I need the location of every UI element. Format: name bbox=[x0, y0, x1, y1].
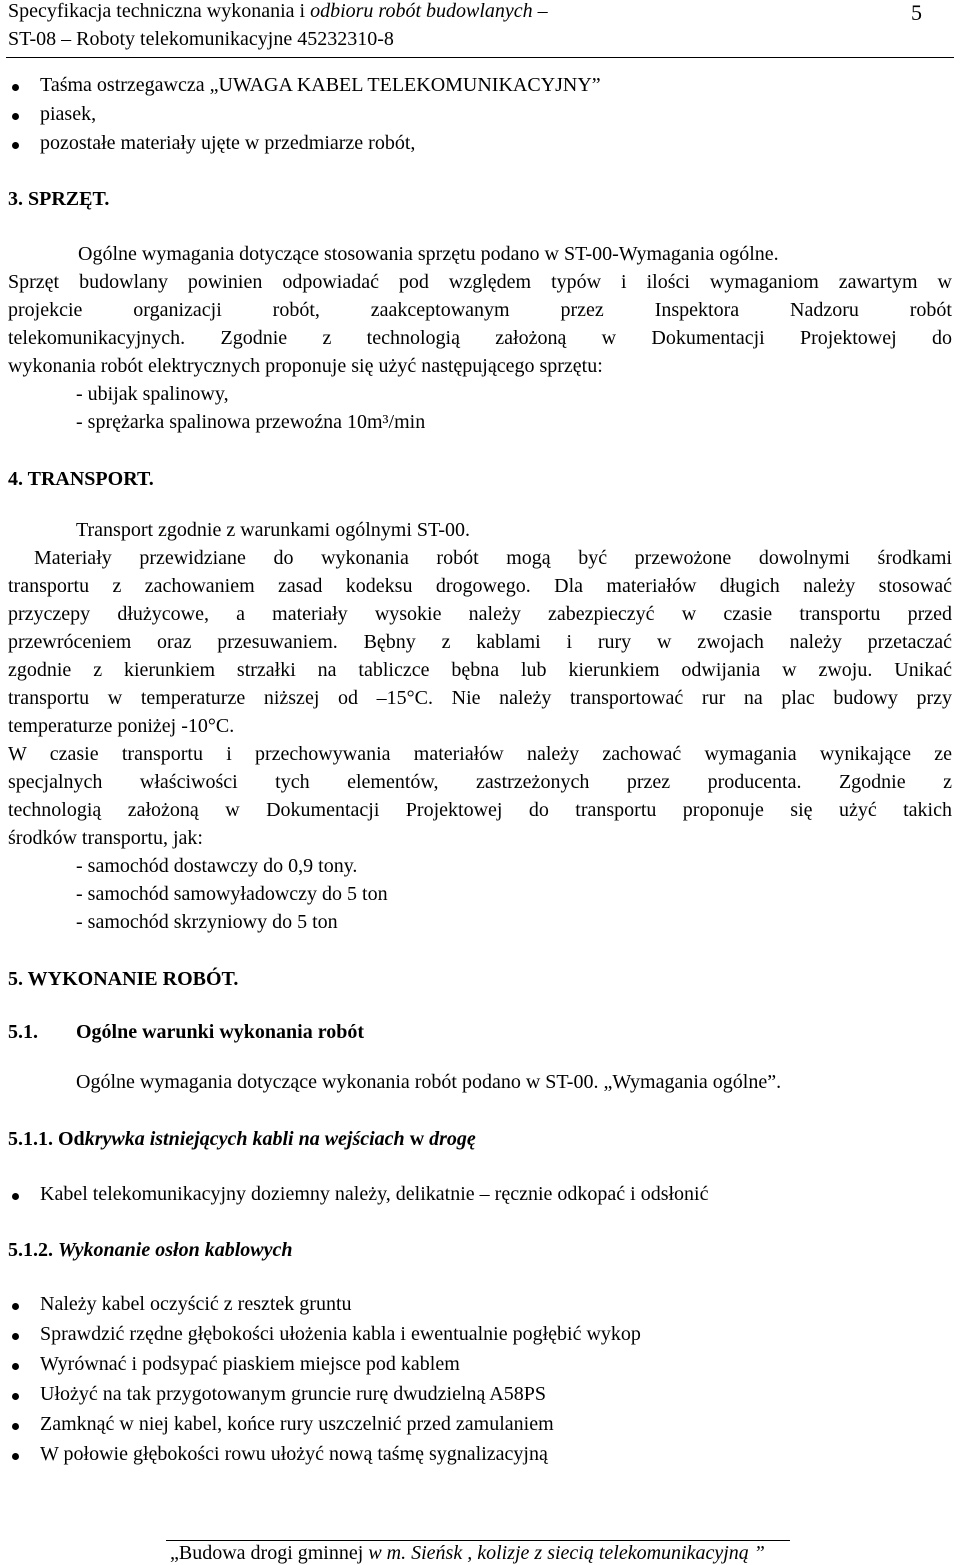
section-4-paragraph-line: W czasie transportu i przechowywania materiałów należy zachować wymagania wynikające ze bbox=[8, 743, 952, 765]
bullet-icon bbox=[12, 142, 19, 149]
section-4-paragraph-line: zgodnie z kierunkiem strzałki na tabliczce bębna lub kierunkiem odwijania w zwoju. Unikać bbox=[8, 659, 952, 681]
list-item: Taśma ostrzegawcza „UWAGA KABEL TELEKOMUNIKACYJNY” bbox=[40, 74, 601, 96]
equipment-item: - ubijak spalinowy, bbox=[76, 383, 229, 405]
bullet-icon bbox=[12, 1453, 19, 1460]
page-number: 5 bbox=[911, 0, 922, 25]
footer-text: „Budowa drogi gminnej w m. Sieńsk , kolizje z siecią telekomunikacyjną ” bbox=[170, 1542, 765, 1564]
list-item: pozostałe materiały ujęte w przedmiarze robót, bbox=[40, 132, 416, 154]
list-item: piasek, bbox=[40, 103, 97, 125]
list-item: W połowie głębokości rowu ułożyć nową taśmę sygnalizacyjną bbox=[40, 1443, 548, 1465]
section-5-1-text: Ogólne wymagania dotyczące wykonania robót podano w ST-00. „Wymagania ogólne”. bbox=[76, 1071, 782, 1093]
section-4-paragraph-line: Materiały przewidziane do wykonania robót mogą być przewożone dowolnymi środkami bbox=[34, 547, 952, 569]
section-4-paragraph-line: transportu z zachowaniem zasad kodeksu drogowego. Dla materiałów długich należy stosować bbox=[8, 575, 952, 597]
section-4-paragraph-line: transportu w temperaturze niższej od –15°C. Nie należy transportować rur na plac budowy przy bbox=[8, 687, 952, 709]
bullet-icon bbox=[12, 1303, 19, 1310]
section-3-paragraph-line: Sprzęt budowlany powinien odpowiadać pod względem typów i ilości wymaganiom zawartym w bbox=[8, 271, 952, 293]
section-4-paragraph-line: technologią założoną w Dokumentacji Projektowej do transportu proponuje się użyć takich bbox=[8, 799, 952, 821]
transport-item: - samochód dostawczy do 0,9 tony. bbox=[76, 855, 358, 877]
section-3-paragraph-line: projekcie organizacji robót, zaakceptowanym przez Inspektora Nadzoru robót bbox=[8, 299, 952, 321]
section-3-paragraph-line: telekomunikacyjnych. Zgodnie z technologią założoną w Dokumentacji Projektowej do bbox=[8, 327, 952, 349]
list-item: Ułożyć na tak przygotowanym gruncie rurę dwudzielną A58PS bbox=[40, 1383, 546, 1405]
header-title-line2: ST-08 – Roboty telekomunikacyjne 45232310-8 bbox=[8, 28, 394, 50]
footer-rule bbox=[166, 1540, 790, 1541]
section-4-paragraph-line: środków transportu, jak: bbox=[8, 827, 203, 849]
list-item: Należy kabel oczyścić z resztek gruntu bbox=[40, 1293, 352, 1315]
header-rule bbox=[6, 57, 954, 58]
list-item: Zamknąć w niej kabel, końce rury uszczelnić przed zamulaniem bbox=[40, 1413, 554, 1435]
section-5-1-1-heading: 5.1.1. Odkrywka istniejących kabli na wejściach w drogę bbox=[8, 1128, 476, 1150]
list-item: Sprawdzić rzędne głębokości ułożenia kabla i ewentualnie pogłębić wykop bbox=[40, 1323, 641, 1345]
section-5-1-2-heading: 5.1.2. Wykonanie osłon kablowych bbox=[8, 1239, 293, 1261]
bullet-icon bbox=[12, 113, 19, 120]
section-5-1-title: Ogólne warunki wykonania robót bbox=[76, 1021, 365, 1043]
bullet-icon bbox=[12, 84, 19, 91]
list-item: Kabel telekomunikacyjny doziemny należy, delikatnie – ręcznie odkopać i odsłonić bbox=[40, 1183, 709, 1205]
transport-item: - samochód samowyładowczy do 5 ton bbox=[76, 883, 388, 905]
equipment-item: - sprężarka spalinowa przewoźna 10m³/min bbox=[76, 411, 426, 433]
section-3-paragraph-line: Ogólne wymagania dotyczące stosowania sprzętu podano w ST-00-Wymagania ogólne. bbox=[78, 243, 779, 265]
section-4-paragraph-line: specjalnych właściwości tych elementów, zastrzeżonych przez producenta. Zgodnie z bbox=[8, 771, 952, 793]
transport-item: - samochód skrzyniowy do 5 ton bbox=[76, 911, 338, 933]
section-4-paragraph-line: przyczepy dłużycowe, a materiały wysokie należy zabezpieczyć w czasie transportu przed bbox=[8, 603, 952, 625]
header-title-line1: Specyfikacja techniczna wykonania i odbioru robót budowlanych – bbox=[8, 0, 548, 22]
bullet-icon bbox=[12, 1393, 19, 1400]
bullet-icon bbox=[12, 1333, 19, 1340]
bullet-icon bbox=[12, 1363, 19, 1370]
section-4-paragraph-line: przewróceniem oraz przesuwaniem. Bębny z kablami i rury w zwojach należy przetaczać bbox=[8, 631, 952, 653]
section-4-paragraph-line: Transport zgodnie z warunkami ogólnymi ST-00. bbox=[76, 519, 471, 541]
bullet-icon bbox=[12, 1193, 19, 1200]
section-3-paragraph-line: wykonania robót elektrycznych proponuje się użyć następującego sprzętu: bbox=[8, 355, 603, 377]
list-item: Wyrównać i podsypać piaskiem miejsce pod kablem bbox=[40, 1353, 460, 1375]
section-5-heading: 5. WYKONANIE ROBÓT. bbox=[8, 968, 239, 990]
section-4-paragraph-line: temperaturze poniżej -10°C. bbox=[8, 715, 235, 737]
bullet-icon bbox=[12, 1423, 19, 1430]
section-4-heading: 4. TRANSPORT. bbox=[8, 468, 154, 490]
section-5-1-number: 5.1. bbox=[8, 1021, 38, 1043]
section-3-heading: 3. SPRZĘT. bbox=[8, 188, 110, 210]
